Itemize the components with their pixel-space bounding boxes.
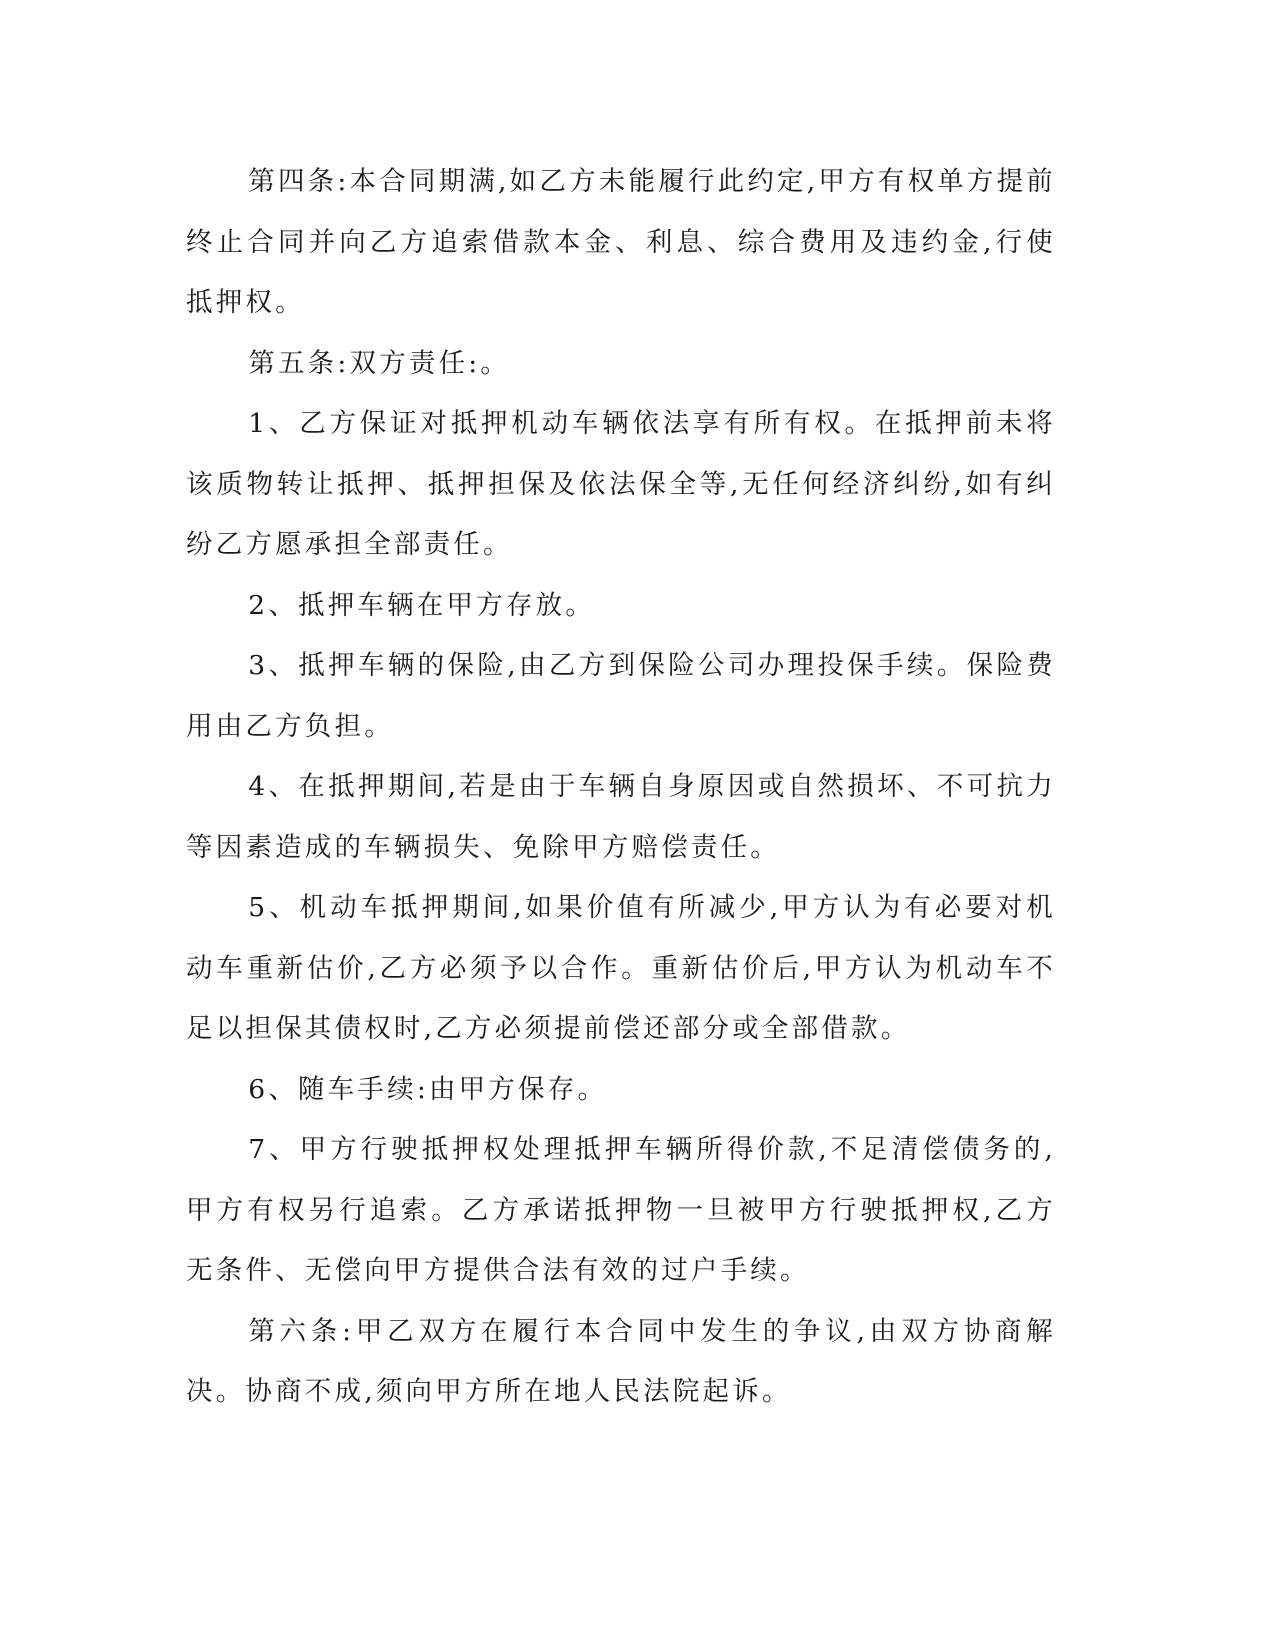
paragraph-clause-5: 5、机动车抵押期间,如果价值有所减少,甲方认为有必要对机动车重新估价,乙方必须予以合作。重新估价后,甲方认为机动车不足以担保其债权时,乙方必须提前偿还部分或全部借款。 bbox=[186, 892, 1056, 1044]
document-body bbox=[186, 152, 1056, 1423]
paragraph-clause-2: 2、抵押车辆在甲方存放。 bbox=[248, 589, 596, 621]
paragraph-article-5-heading: 第五条:双方责任:。 bbox=[248, 347, 511, 379]
paragraph-article-4: 第四条:本合同期满,如乙方未能履行此约定,甲方有权单方提前终止合同并向乙方追索借款本金、利息、综合费用及违约金,行使抵押权。 bbox=[186, 166, 1056, 318]
paragraph-clause-3: 3、抵押车辆的保险,由乙方到保险公司办理投保手续。保险费用由乙方负担。 bbox=[186, 650, 1056, 742]
paragraph-clause-7: 7、甲方行驶抵押权处理抵押车辆所得价款,不足清偿债务的,甲方有权另行追索。乙方承诺抵押物一旦被甲方行驶抵押权,乙方无条件、无偿向甲方提供合法有效的过户手续。 bbox=[186, 1134, 1056, 1286]
paragraph-article-6: 第六条:甲乙双方在履行本合同中发生的争议,由双方协商解决。协商不成,须向甲方所在地人民法院起诉。 bbox=[186, 1315, 1056, 1407]
paragraph-clause-6: 6、随车手续:由甲方保存。 bbox=[248, 1073, 608, 1105]
paragraph-clause-4: 4、在抵押期间,若是由于车辆自身原因或自然损坏、不可抗力等因素造成的车辆损失、免除甲方赔偿责任。 bbox=[186, 771, 1056, 863]
paragraph-clause-1: 1、乙方保证对抵押机动车辆依法享有所有权。在抵押前未将该质物转让抵押、抵押担保及依法保全等,无任何经济纠纷,如有纠纷乙方愿承担全部责任。 bbox=[186, 408, 1056, 560]
